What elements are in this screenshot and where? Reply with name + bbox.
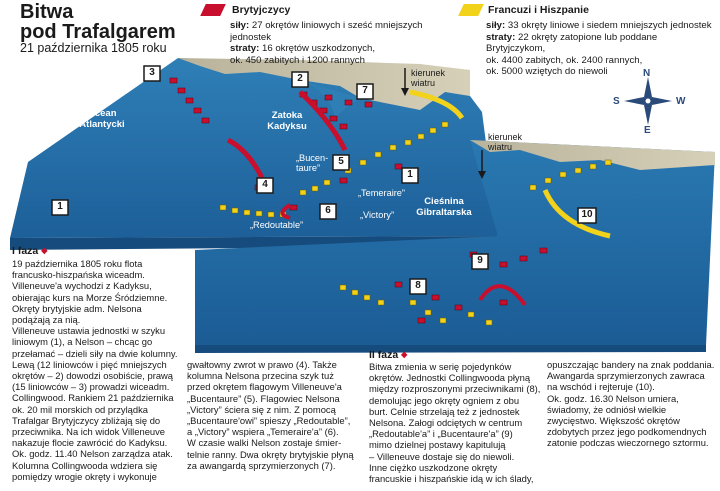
text-line: a „Victory” wspiera „Temeraire'a” (6). xyxy=(187,426,339,438)
phase1-column-1 xyxy=(12,258,194,482)
compass-n: N xyxy=(643,68,651,79)
text-line: zwycięstwo. Większość okrętów xyxy=(547,415,680,427)
compass-e: E xyxy=(644,125,651,136)
marker-5: 5 xyxy=(338,156,344,167)
text-line: świadomy, że odniósł wielkie xyxy=(547,403,667,415)
bay-label: Zatoka Kadyksu xyxy=(267,110,307,132)
text-line: pomiędzy wrogie okręty i wykonuje xyxy=(12,470,157,482)
wind-label-top: kierunek wiatru xyxy=(411,68,446,88)
marker-2: 2 xyxy=(297,73,303,84)
text-line: telnie ranny. Dwa okręty brytyjskie płyną xyxy=(187,448,354,460)
text-line: przed okrętem flagowym Villeneuve'a xyxy=(187,381,342,393)
text-line: przeciwnika. Na ich widok Villeneuve xyxy=(12,426,166,438)
text-line: Trafalgar Brytyjczycy zbliżają się do xyxy=(12,414,161,426)
allied-legend-stats: siły: 33 okręty liniowe i siedem mniejszych jednostek straty: 22 okręty zatopione lub poddane Brytyjczykom, ok. 4400 zabitych, ok. 2400 rannych, ok. 5000 wziętych do niewoli xyxy=(486,20,712,77)
british-ship xyxy=(345,100,352,105)
text-line: Villeneuve ustawia jednostki w szyku xyxy=(12,325,166,337)
marker-3: 3 xyxy=(149,67,155,78)
british-legend-name: Brytyjczycy xyxy=(232,4,291,16)
text-line: podążają za nią. xyxy=(12,314,81,326)
text-line: Kolumna Collingwooda wdziera się xyxy=(12,459,158,471)
text-line: opuszczając bandery na znak poddania. xyxy=(547,359,715,370)
ship-label-redoutable: „Redoutable” xyxy=(250,220,304,230)
text-line: demolując jego okręty ogniem z obu xyxy=(369,394,520,406)
compass-w: W xyxy=(676,96,686,107)
compass-rose-icon xyxy=(624,77,672,125)
text-line: Collingwood. Rankiem 21 października xyxy=(12,392,174,404)
allied-legend-name: Francuzi i Hiszpanie xyxy=(488,4,589,16)
text-line: (15 liniowców – 3) prowadzi wiceadm. xyxy=(12,381,170,393)
text-line: – Villeneuve dostaje się do niewoli. xyxy=(369,450,515,462)
text-line: Inne ciężko uszkodzone okręty xyxy=(369,461,498,473)
text-line: na wschód i rejteruje (10). xyxy=(547,381,655,393)
text-line: 19 października 1805 roku flota xyxy=(12,258,143,269)
text-line: zatonie podczas wieczornego sztormu. xyxy=(547,437,709,449)
british-ship xyxy=(186,98,193,103)
phase2-column-2 xyxy=(547,359,719,449)
marker-4: 4 xyxy=(262,179,268,190)
text-line: Okręty brytyjskie adm. Nelsona xyxy=(12,302,142,314)
battle-date: 21 października 1805 roku xyxy=(20,41,167,55)
text-line: przełamać – dzieli siły na dwie kolumny. xyxy=(12,347,178,359)
wind-label-right: kierunek wiatru xyxy=(488,132,523,152)
text-line: „Bucentaure'owi” spieszy „Redoutable”, xyxy=(187,415,351,427)
text-line: W czasie walki Nelson zostaje śmier- xyxy=(187,437,342,449)
text-line: francuskie i hiszpańskie idą w ich ślady, xyxy=(369,473,534,485)
text-line: Villeneuve'a wychodzi z Kadyksu, xyxy=(12,280,152,292)
marker-7: 7 xyxy=(362,85,368,96)
marker-6: 6 xyxy=(325,205,331,216)
marker-1b: 1 xyxy=(407,169,413,180)
british-ship xyxy=(340,178,347,183)
marker-8: 8 xyxy=(415,280,421,291)
phase2-column-1 xyxy=(369,361,549,484)
text-line: nakazuje flocie zawrócić do Kadyksu. xyxy=(12,437,168,449)
text-line: okrętów. Jednostki Collingwooda płyną xyxy=(369,372,531,384)
text-line: za awangardą sprzymierzonych (7). xyxy=(187,459,336,471)
text-line: „Bucentaure” (5). Flagowiec Nelsona xyxy=(187,392,340,404)
text-line: ok. 20 mil morskich od przylądka xyxy=(12,403,148,415)
marker-9: 9 xyxy=(477,255,483,266)
british-ship xyxy=(290,205,297,210)
marker-1: 1 xyxy=(57,201,63,212)
british-ship xyxy=(340,124,347,129)
text-line: kolumna Nelsona przecina szyk tuż xyxy=(187,370,334,382)
text-line: okrętów – 2) dowodzi osobiście, prawą xyxy=(12,370,174,382)
phase2-heading: II faza ◆ xyxy=(369,349,408,361)
text-line: Awangarda sprzymierzonych zawraca xyxy=(547,370,705,382)
text-line: liniowym (1), a Nelson – chcąc go xyxy=(12,336,153,348)
text-line: Ok. godz. 16.30 Nelson umiera, xyxy=(547,392,679,404)
british-ship xyxy=(194,108,201,113)
british-ship xyxy=(170,78,177,83)
british-ship xyxy=(325,95,332,100)
british-ship xyxy=(365,102,372,107)
text-line: zdobytych przez jego podkomendnych xyxy=(547,426,707,438)
text-line: burt. Celnie strzelają też z jednostek xyxy=(369,405,520,417)
ship-label-victory: „Victory” xyxy=(360,210,395,220)
ship-label-bucentaure: „Bucen- taure” xyxy=(296,153,329,173)
british-ship xyxy=(330,116,337,121)
compass-s: S xyxy=(613,96,620,107)
british-legend-stats: siły: 27 okrętów liniowych i sześć mniejszych jednostek straty: 16 okrętów uszkodzonych, ok. 450 zabitych i 1200 rannych xyxy=(230,20,423,66)
text-line: francusko-hiszpańska wiceadm. xyxy=(12,269,145,281)
text-line: gwałtowny zwrot w prawo (4). Także xyxy=(187,359,337,370)
text-line: obierając kurs na Morze Śródziemne. xyxy=(12,291,168,303)
text-line: Lewą (12 liniowców i pięć mniejszych xyxy=(12,358,167,370)
british-ship xyxy=(202,118,209,123)
text-line: Ok. godz. 11.40 Nelson zarządza atak. xyxy=(12,448,173,460)
text-line: Nelsona. Załogi odciętych w centrum xyxy=(369,417,523,429)
british-ship xyxy=(178,88,185,93)
phase1-column-2 xyxy=(187,359,365,471)
page-title: Bitwa pod Trafalgarem xyxy=(20,1,176,43)
strait-label: Cieśnina Gibraltarska xyxy=(416,196,472,218)
text-line: „Victory” ściera się z nim. Z pomocą xyxy=(187,403,336,415)
phase1-heading: I faza ◆ xyxy=(12,245,48,257)
text-line: Bitwa zmienia w serię pojedynków xyxy=(369,361,512,372)
marker-10: 10 xyxy=(581,209,593,220)
ocean-label: Ocean Atlantycki xyxy=(79,108,125,130)
text-line: między rozproszonymi przeciwnikami (8), xyxy=(369,383,541,395)
text-line: „Redoutable'a” i „Bucentaure'a” (9) xyxy=(369,428,513,440)
text-line: mimo dzielnej postawy kapitulują xyxy=(369,439,506,451)
british-ship xyxy=(395,164,402,169)
ship-label-temeraire: „Temeraire” xyxy=(358,188,405,198)
